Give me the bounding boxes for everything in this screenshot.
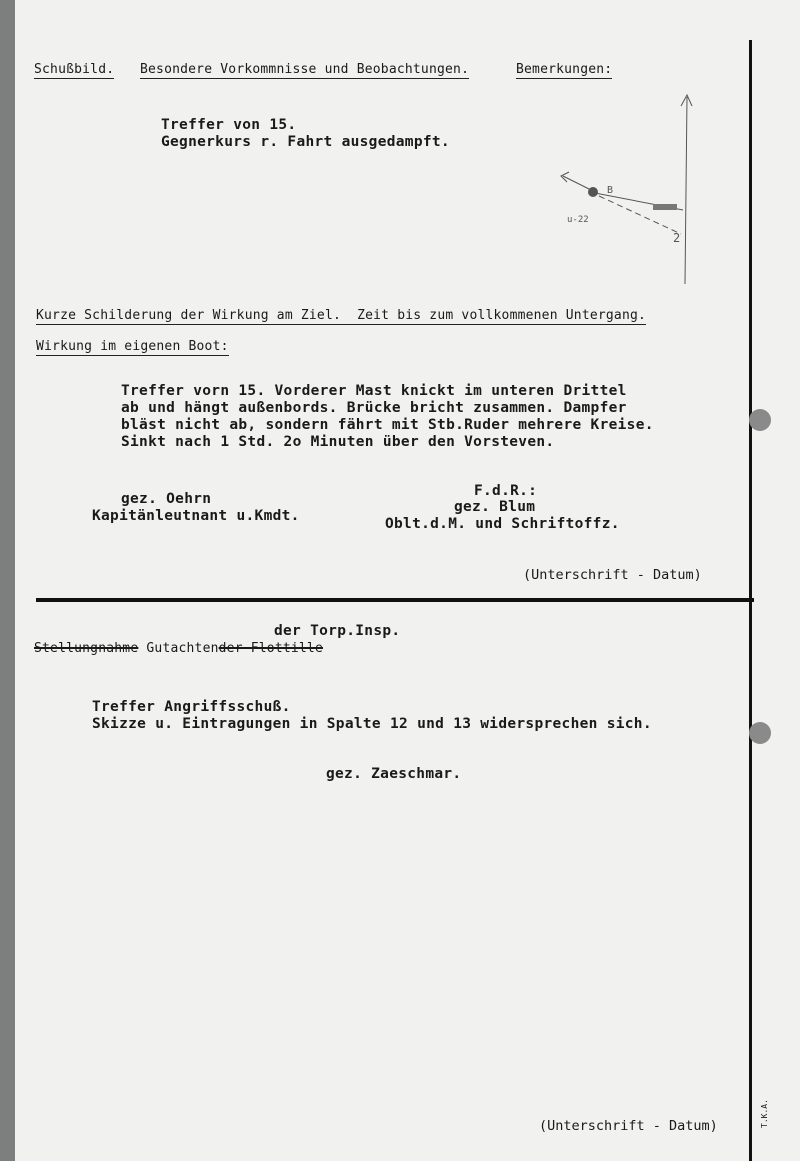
assessment-label: Gutachten: [146, 641, 219, 656]
section-divider: [36, 598, 754, 602]
assessment-label-row: [34, 641, 323, 656]
effect-own-boat-heading: Wirkung im eigenen Boot:: [36, 339, 229, 354]
signature-caption: (Unterschrift - Datum): [523, 567, 702, 583]
signature-right-fdr: F.d.R.:: [474, 483, 538, 499]
assessment-struck-right: der Flottille: [218, 641, 323, 656]
signature-left-name: gez. Oehrn: [121, 491, 212, 507]
observation-line-1: Treffer von 15.: [161, 117, 297, 133]
punch-hole: [749, 409, 771, 431]
signature-right-rank: Oblt.d.M. und Schriftoffz.: [385, 516, 620, 532]
punch-hole: [749, 722, 771, 744]
observation-line-2: Gegnerkurs r. Fahrt ausgedampft.: [161, 134, 450, 150]
assessment-line-2: Skizze u. Eintragungen in Spalte 12 und 13 widersprechen sich.: [92, 716, 652, 732]
assessment-line-1: Treffer Angriffsschuß.: [92, 699, 291, 715]
assessment-signed: gez. Zaeschmar.: [326, 766, 462, 782]
effect-target-heading: Kurze Schilderung der Wirkung am Ziel. Zeit bis zum vollkommenen Untergang.: [36, 308, 647, 323]
header-bemerkungen: Bemerkungen:: [516, 62, 613, 77]
assessment-caption: (Unterschrift - Datum): [539, 1118, 718, 1134]
signature-left-rank: Kapitänleutnant u.Kmdt.: [92, 508, 300, 524]
assessment-struck-left: Stellungnahme: [34, 641, 139, 656]
assessment-authority: der Torp.Insp.: [274, 623, 401, 639]
effect-line-1: Treffer vorn 15. Vorderer Mast knickt im unteren Drittel: [121, 383, 627, 399]
header-vorkommnisse: Besondere Vorkommnisse und Beobachtungen.: [140, 62, 470, 77]
signature-right-name: gez. Blum: [454, 499, 536, 515]
sketch-label-b: B: [607, 185, 614, 196]
edge-mark: T.K.A.: [760, 1099, 769, 1128]
header-schussbild: Schußbild.: [34, 62, 115, 77]
effect-line-3: bläst nicht ab, sondern fährt mit Stb.Ruder mehrere Kreise.: [121, 417, 654, 433]
effect-line-4: Sinkt nach 1 Std. 2o Minuten über den Vorsteven.: [121, 434, 555, 450]
shot-sketch: [555, 92, 715, 287]
effect-line-2: ab und hängt außenbords. Brücke bricht zusammen. Dampfer: [121, 400, 627, 416]
sketch-label-u22: u-22: [567, 215, 589, 225]
sketch-label-2: 2: [673, 231, 681, 245]
